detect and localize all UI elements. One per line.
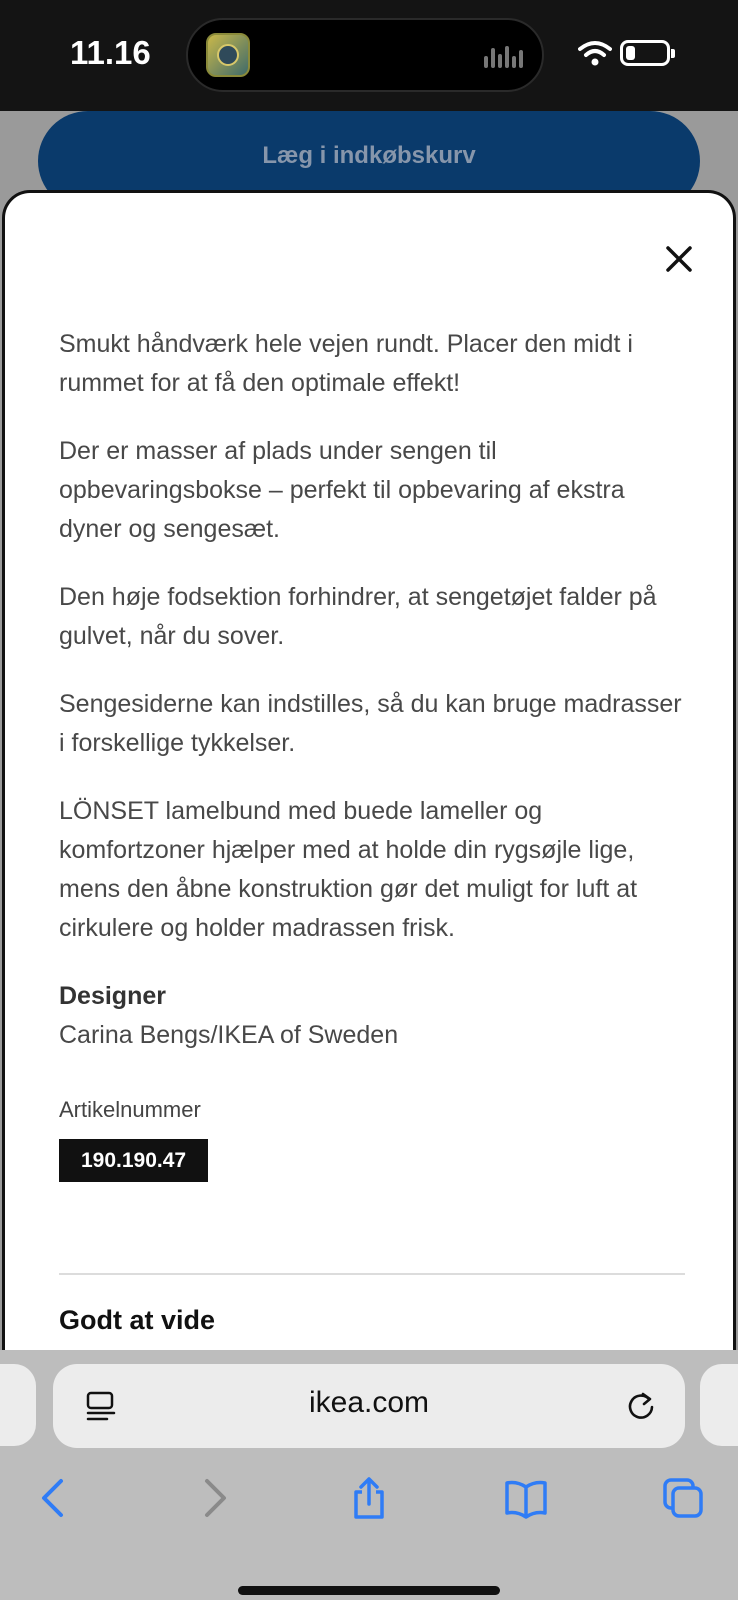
- url-text[interactable]: ikea.com: [308, 1386, 430, 1419]
- battery-icon: [620, 40, 670, 66]
- designer-name: Carina Bengs/IKEA of Sweden: [59, 1021, 399, 1049]
- close-icon: [659, 239, 699, 279]
- forward-icon: [192, 1476, 236, 1520]
- description-paragraph: LÖNSET lamelbund med buede lameller og komfortzoner hjælper med at holde din rygsøjle lige, mens den åbne konstruktion gør det muligt for luft at cirkulere og holder madrassen frisk.: [59, 797, 638, 942]
- description-paragraph: Smukt håndværk hele vejen rundt. Placer den midt i rummet for at få den optimale effekt!: [59, 330, 633, 397]
- section-divider: [59, 1273, 685, 1275]
- audio-wave-icon: [484, 44, 524, 68]
- description-paragraph: Der er masser af plads under sengen til opbevaringsbokse – perfekt til opbevaring af ekstra dyner og sengesæt.: [59, 437, 625, 543]
- dynamic-island: [186, 18, 544, 92]
- next-tab-preview[interactable]: [700, 1364, 738, 1446]
- designer-label: Designer: [59, 982, 166, 1010]
- browser-toolbar: [0, 1350, 738, 1600]
- good-to-know-heading[interactable]: Godt at vide: [59, 1305, 216, 1335]
- share-button[interactable]: [341, 1470, 397, 1526]
- bookmarks-button[interactable]: [498, 1470, 554, 1526]
- add-to-cart-label: Læg i indkøbskurv: [262, 142, 476, 169]
- description-paragraph: Sengesiderne kan indstilles, så du kan bruge madrasser i forskellige tykkelser.: [59, 690, 682, 757]
- bookmarks-icon: [504, 1476, 548, 1520]
- product-description: [59, 325, 689, 1182]
- previous-tab-preview[interactable]: [0, 1364, 36, 1446]
- article-number-badge: 190.190.47: [59, 1139, 208, 1182]
- tabs-icon: [661, 1476, 705, 1520]
- description-paragraph: Den høje fodsektion forhindrer, at sengetøjet falder på gulvet, når du sover.: [59, 583, 657, 650]
- back-icon: [32, 1476, 76, 1520]
- back-button[interactable]: [26, 1470, 82, 1526]
- article-number-label: Artikelnummer: [59, 1097, 201, 1122]
- status-bar: [0, 0, 738, 111]
- browser-nav-row: [0, 1470, 738, 1530]
- home-indicator[interactable]: [238, 1586, 500, 1595]
- address-bar[interactable]: [53, 1364, 685, 1448]
- wifi-icon: [578, 40, 612, 66]
- close-button[interactable]: [659, 239, 699, 279]
- reload-icon[interactable]: [625, 1390, 657, 1422]
- app-badge-icon: [206, 33, 250, 77]
- share-icon: [347, 1476, 391, 1520]
- product-details-sheet: [2, 190, 736, 1350]
- tabs-button[interactable]: [655, 1470, 711, 1526]
- forward-button[interactable]: [186, 1470, 242, 1526]
- status-time: 11.16: [70, 34, 151, 71]
